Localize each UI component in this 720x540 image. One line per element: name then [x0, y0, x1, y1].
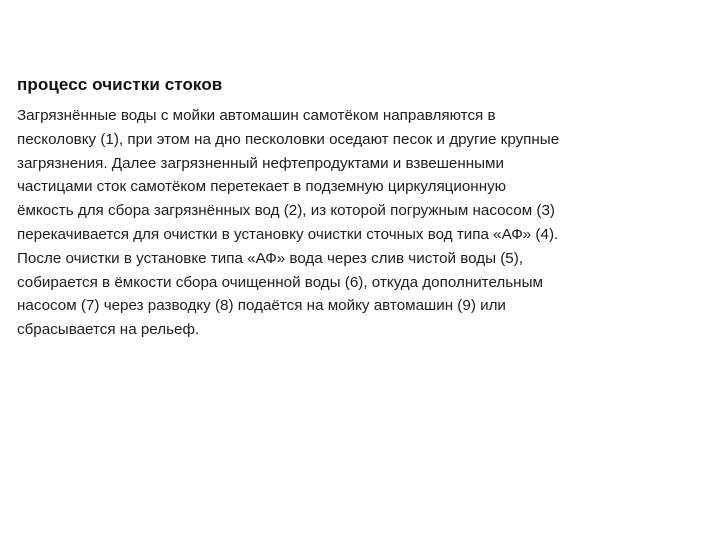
document-body [17, 104, 707, 342]
body-line: частицами сток самотёком перетекает в подземную циркуляционную [17, 178, 507, 196]
document-title: процесс очистки стоков [17, 75, 223, 94]
body-line: сбрасывается на рельеф. [17, 321, 200, 339]
body-line: загрязнения. Далее загрязненный нефтепродуктами и взвешенными [17, 154, 504, 172]
body-line: песколовку (1), при этом на дно песколовки оседают песок и другие крупные [17, 130, 560, 148]
body-line: Загрязнённые воды с мойки автомашин самотёком направляются в [17, 107, 496, 124]
body-line: перекачивается для очистки в установку очистки сточных вод типа «АФ» (4). [17, 225, 559, 243]
body-line: насосом (7) через разводку (8) подаётся на мойку автомашин (9) или [17, 297, 506, 315]
body-line: После очистки в установке типа «АФ» вода через слив чистой воды (5), [17, 249, 524, 267]
body-line: ёмкость для сбора загрязнённых вод (2), из которой погружным насосом (3) [17, 202, 555, 220]
body-line: собирается в ёмкости сбора очищенной воды (6), откуда дополнительным [17, 273, 543, 291]
